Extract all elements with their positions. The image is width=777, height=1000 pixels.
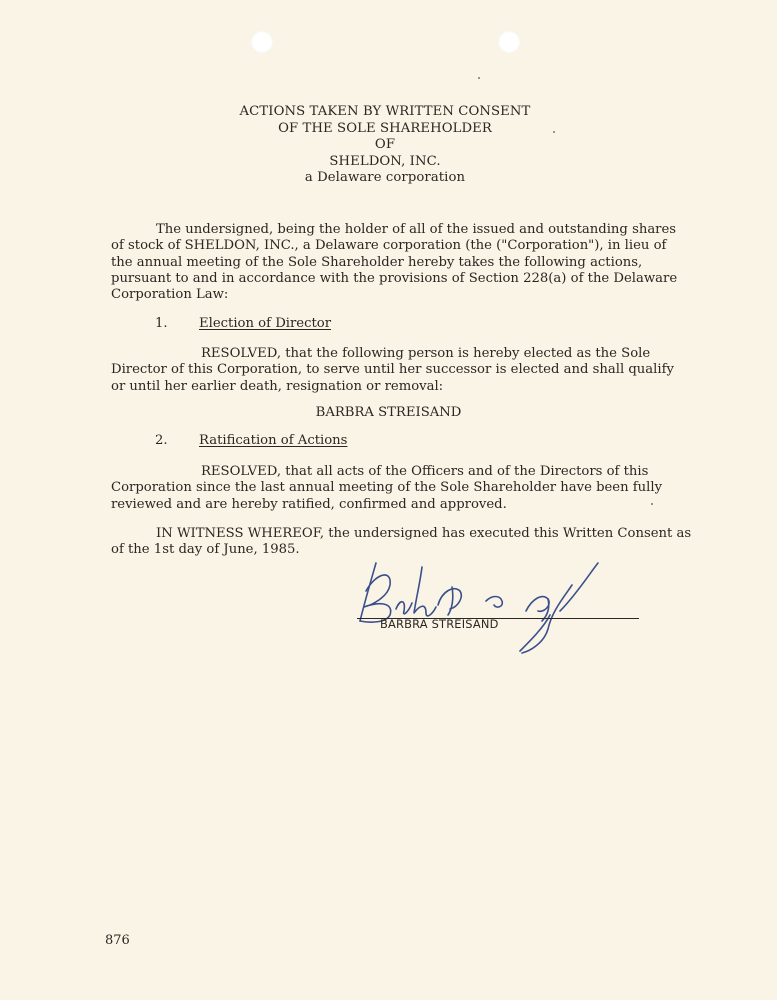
elected-director-name: BARBRA STREISAND <box>315 405 462 420</box>
item-1-heading <box>155 316 332 331</box>
heading-line: OF <box>374 137 396 152</box>
signatory-name: BARBRA STREISAND <box>380 617 499 631</box>
witness-line: of the 1st day of June, 1985. <box>111 542 300 558</box>
intro-line: Corporation Law: <box>111 287 229 303</box>
item-2-body <box>111 464 672 513</box>
intro-paragraph <box>111 222 678 303</box>
paper-speck <box>478 77 480 79</box>
witness-paragraph <box>111 526 692 559</box>
heading-line: a Delaware corporation <box>304 170 466 185</box>
item-1-title: Election of Director <box>199 316 332 331</box>
heading-line: OF THE SOLE SHAREHOLDER <box>278 120 492 136</box>
item-2-line: Corporation since the last annual meeting of the Sole Shareholder have been fully <box>111 480 663 496</box>
punch-hole <box>498 31 520 53</box>
intro-line: the annual meeting of the Sole Shareholder hereby takes the following actions, <box>111 254 643 270</box>
item-1-line: or until her earlier death, resignation or removal: <box>111 378 444 394</box>
witness-line: IN WITNESS WHEREOF, the undersigned has executed this Written Consent as <box>156 526 692 541</box>
item-2-number: 2. <box>155 433 168 448</box>
item-2-title: Ratification of Actions <box>199 433 348 448</box>
intro-line: pursuant to and in accordance with the provisions of Section 228(a) of the Delaware <box>111 270 678 286</box>
item-1-body <box>111 346 672 395</box>
page-number: 876 <box>105 933 130 948</box>
document-heading <box>0 104 777 187</box>
item-2-line: reviewed and are hereby ratified, confirmed and approved. <box>111 496 507 512</box>
item-2-heading <box>155 433 348 448</box>
intro-line: The undersigned, being the holder of all of the issued and outstanding shares <box>156 222 677 237</box>
item-2-line: RESOLVED, that all acts of the Officers and of the Directors of this <box>201 464 649 479</box>
handwritten-signature <box>350 555 610 660</box>
heading-line: SHELDON, INC. <box>329 153 441 169</box>
item-1-number: 1. <box>155 316 168 331</box>
intro-line: of stock of SHELDON, INC., a Delaware corporation (the ("Corporation"), in lieu of <box>111 238 667 254</box>
punch-hole <box>251 31 273 53</box>
heading-line: ACTIONS TAKEN BY WRITTEN CONSENT <box>239 104 531 119</box>
item-1-line: Director of this Corporation, to serve until her successor is elected and shall qualify <box>111 362 674 378</box>
item-1-line: RESOLVED, that the following person is hereby elected as the Sole <box>201 346 651 361</box>
